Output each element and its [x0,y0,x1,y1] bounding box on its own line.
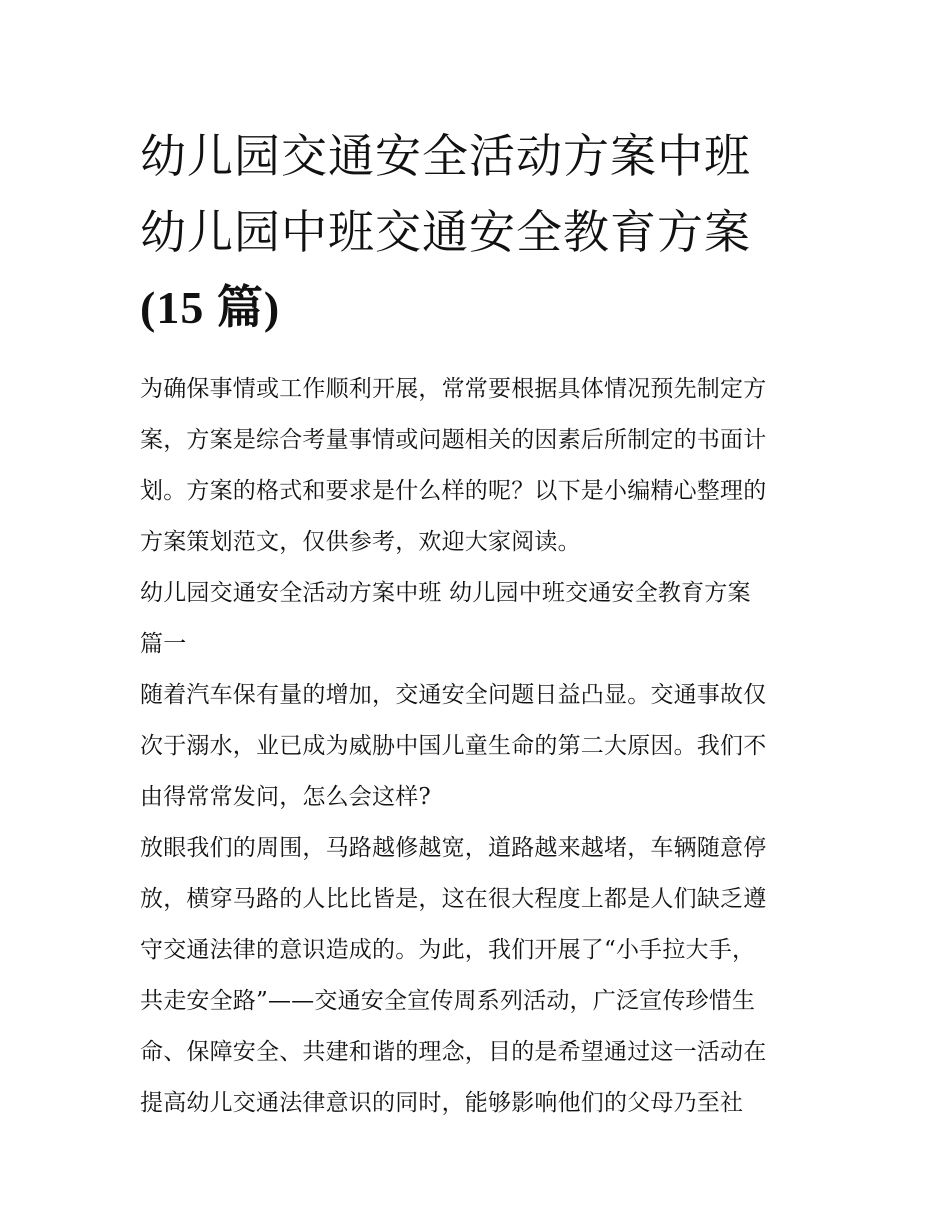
text-line: 放，横穿马路的人比比皆是，这在很大程度上都是人们缺乏遵 [140,886,767,912]
text-line: 命、保障安全、共建和谐的理念，目的是希望通过这一活动在 [140,1039,767,1065]
document-body [140,364,815,1129]
body-paragraph [140,823,815,1129]
title-article-count: (15 篇) [140,282,281,333]
text-line: 由得常常发问，怎么会这样? [140,784,431,810]
body-paragraph [140,670,815,823]
document-page [140,118,815,1129]
text-line: 次于溺水，业已成为威胁中国儿童生命的第二大原因。我们不 [140,733,767,759]
title-line: 幼儿园中班交通安全教育方案 [140,205,751,259]
text-line: 案，方案是综合考量事情或问题相关的因素后所制定的书面计 [140,427,767,453]
text-line: 守交通法律的意识造成的。为此，我们开展了“小手拉大手， [140,937,756,963]
text-line: 共走安全路”——交通安全宣传周系列活动，广泛宣传珍惜生 [140,988,756,1014]
text-line: 随着汽车保有量的增加，交通安全问题日益凸显。交通事故仅 [140,682,767,708]
text-line: 为确保事情或工作顺利开展，常常要根据具体情况预先制定方 [140,376,767,402]
text-line: 放眼我们的周围，马路越修越宽，道路越来越堵，车辆随意停 [140,835,767,861]
text-line: 方案策划范文，仅供参考，欢迎大家阅读。 [140,529,581,555]
section-heading [140,568,815,670]
text-line: 篇一 [140,631,187,657]
intro-paragraph [140,364,815,568]
text-line: 幼儿园交通安全活动方案中班 幼儿园中班交通安全教育方案 [140,580,751,606]
title-line: 幼儿园交通安全活动方案中班 [140,129,751,183]
text-line: 提高幼儿交通法律意识的同时，能够影响他们的父母乃至社 [140,1090,744,1116]
text-line: 划。方案的格式和要求是什么样的呢？以下是小编精心整理的 [140,478,767,504]
document-title [140,118,815,346]
